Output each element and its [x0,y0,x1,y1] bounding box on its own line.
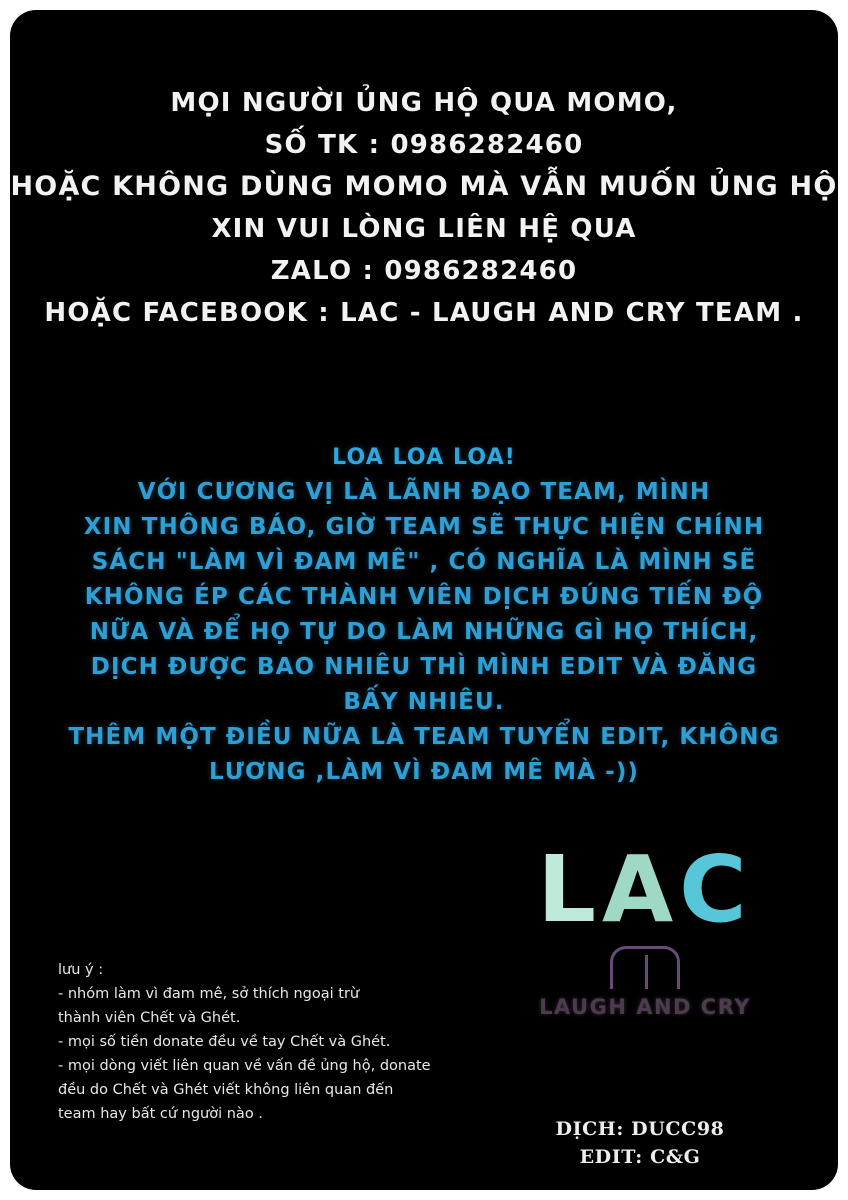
blue-notice-line-4: SÁCH "LÀM VÌ ĐAM MÊ" , CÓ NGHĨA LÀ MÌNH SẼ [91,549,757,575]
lac-letter-c: C [679,836,753,943]
note-line-6: đều do Chết và Ghét viết không liên quan đến [58,1082,394,1098]
note-line-3: thành viên Chết và Ghét. [58,1010,241,1026]
lac-letter-l: L [537,836,602,943]
note-line-2: - nhóm làm vì đam mê, sở thích ngoại trừ [58,986,360,1002]
blue-notice-line-9: THÊM MỘT ĐIỀU NỮA LÀ TEAM TUYỂN EDIT, KHÔNG [68,724,780,750]
blue-notice-line-8: BẤY NHIÊU. [343,689,505,715]
note-line-1: lưu ý : [58,962,104,978]
credit-translator: DỊCH: DUCC98 [555,1118,725,1140]
black-card [10,10,838,1190]
blue-notice-line-1: LOA LOA LOA! [332,445,516,470]
blue-notice-line-6: NỮA VÀ ĐỂ HỌ TỰ DO LÀM NHỮNG GÌ HỌ THÍCH, [89,619,759,645]
arch-icon [610,946,680,989]
note-line-4: - mọi số tiền donate đều về tay Chết và Ghét. [58,1034,391,1050]
lac-logo-letters [515,836,775,943]
announcement-line-1: MỌI NGƯỜI ỦNG HỘ QUA MOMO, [170,88,678,118]
note-line-5: - mọi dòng viết liên quan về vấn đề ủng hộ, donate [58,1058,431,1074]
announcement-line-4: XIN VUI LÒNG LIÊN HỆ QUA [211,214,637,244]
blue-notice-line-10: LƯƠNG ,LÀM VÌ ĐAM MÊ MÀ -)) [208,759,640,785]
credits-block [490,1115,790,1171]
announcement-line-5: ZALO : 0986282460 [270,256,578,286]
blue-notice-line-7: DỊCH ĐƯỢC BAO NHIÊU THÌ MÌNH EDIT VÀ ĐĂNG [90,654,758,680]
announcement-line-6: HOẶC FACEBOOK : LAC - LAUGH AND CRY TEAM . [44,298,804,328]
note-line-7: team hay bất cứ người nào . [58,1106,263,1122]
lac-logo [515,836,775,1070]
lac-logo-tagline: LAUGH AND CRY [539,995,751,1019]
blue-notice-line-2: VỚI CƯƠNG VỊ LÀ LÃNH ĐẠO TEAM, MÌNH [137,479,711,505]
credit-editor: EDIT: C&G [579,1146,701,1168]
lac-letter-a: A [601,836,680,943]
blue-notice-block [10,440,838,790]
announcement-line-3: HOẶC KHÔNG DÙNG MOMO MÀ VẪN MUỐN ỦNG HỘ [10,171,838,202]
note-block [58,958,488,1126]
blue-notice-line-5: KHÔNG ÉP CÁC THÀNH VIÊN DỊCH ĐÚNG TIẾN ĐỘ [84,584,764,610]
announcement-line-2: SỐ TK : 0986282460 [264,130,584,160]
blue-notice-line-3: XIN THÔNG BÁO, GIỜ TEAM SẼ THỰC HIỆN CHÍNH [83,514,765,540]
announcement-block [10,82,838,334]
